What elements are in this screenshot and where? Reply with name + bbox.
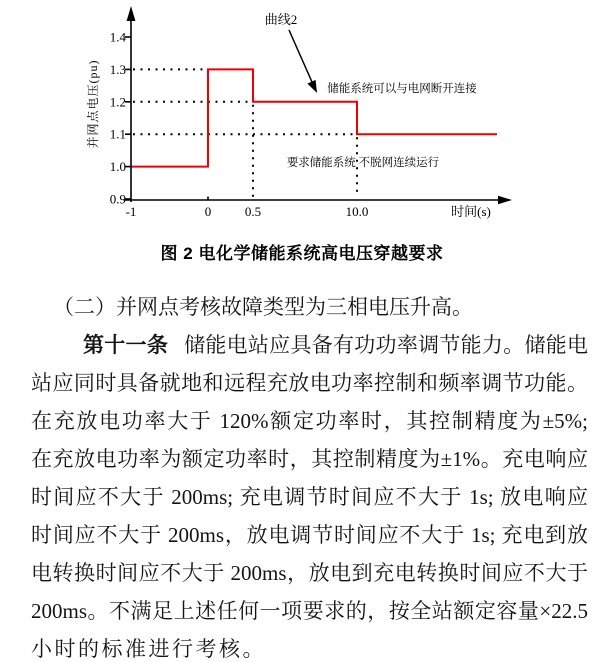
y-axis-title: 并网点电压(pu) bbox=[86, 59, 100, 149]
stay-connected-note: 要求储能系统 不脱网连续运行 bbox=[286, 157, 440, 169]
x-axis-arrow bbox=[498, 196, 512, 205]
paragraph-line: 在充放电功率为额定功率时，其控制精度为±1%。充电响应 bbox=[31, 447, 588, 471]
article-heading: 第十一条 bbox=[83, 333, 169, 357]
y-tick-label: 1.1 bbox=[109, 126, 126, 142]
paragraph-line: 时间应不大于 200ms; 充电调节时间应不大于 1s; 放电响应 bbox=[31, 485, 588, 509]
paragraph-line: 200ms。不满足上述任何一项要求的，按全站额定容量×22.5 bbox=[31, 599, 588, 623]
y-tick-label: 1.0 bbox=[109, 159, 126, 175]
paragraph-text: 储能电站应具备有功功率调节能力。储能电 bbox=[184, 333, 589, 357]
paragraph-line bbox=[31, 326, 588, 364]
curve-label-arrowhead bbox=[307, 80, 317, 93]
curve-label-arrow bbox=[289, 30, 312, 82]
paragraph-line: 小时的标准进行考核。 bbox=[31, 637, 266, 661]
x-tick-label: 0 bbox=[204, 204, 212, 219]
paragraph-line: （二）并网点考核故障类型为三相电压升高。 bbox=[53, 295, 473, 319]
curve-label: 曲线2 bbox=[264, 12, 298, 27]
y-axis-arrow bbox=[127, 6, 136, 21]
y-tick-label: 0.9 bbox=[109, 191, 126, 207]
figure-hvrt bbox=[0, 0, 604, 232]
disconnect-note: 储能系统可以与电网断开连接 bbox=[327, 83, 477, 95]
figure-caption: 图 2 电化学储能系统高电压穿越要求 bbox=[160, 244, 444, 263]
x-axis-title: 时间(s) bbox=[451, 204, 491, 219]
hvrt-chart bbox=[0, 0, 604, 232]
x-tick-label: -1 bbox=[125, 204, 137, 219]
x-tick-label: 0.5 bbox=[244, 204, 262, 219]
x-tick-label: 10.0 bbox=[345, 204, 369, 219]
paragraph-line: 在充放电功率大于 120%额定功率时，其控制精度为±5%; bbox=[31, 409, 588, 433]
body-text bbox=[31, 288, 588, 662]
paragraph-line: 时间应不大于 200ms，放电调节时间应不大于 1s; 充电到放 bbox=[31, 523, 588, 547]
y-tick-label: 1.4 bbox=[109, 29, 126, 45]
y-tick-label: 1.3 bbox=[109, 61, 126, 77]
y-tick-label: 1.2 bbox=[109, 94, 126, 110]
paragraph-line: 电转换时间应不大于 200ms，放电到充电转换时间应不大于 bbox=[31, 561, 588, 585]
paragraph-line: 站应同时具备就地和远程充放电功率控制和频率调节功能。 bbox=[31, 371, 588, 395]
